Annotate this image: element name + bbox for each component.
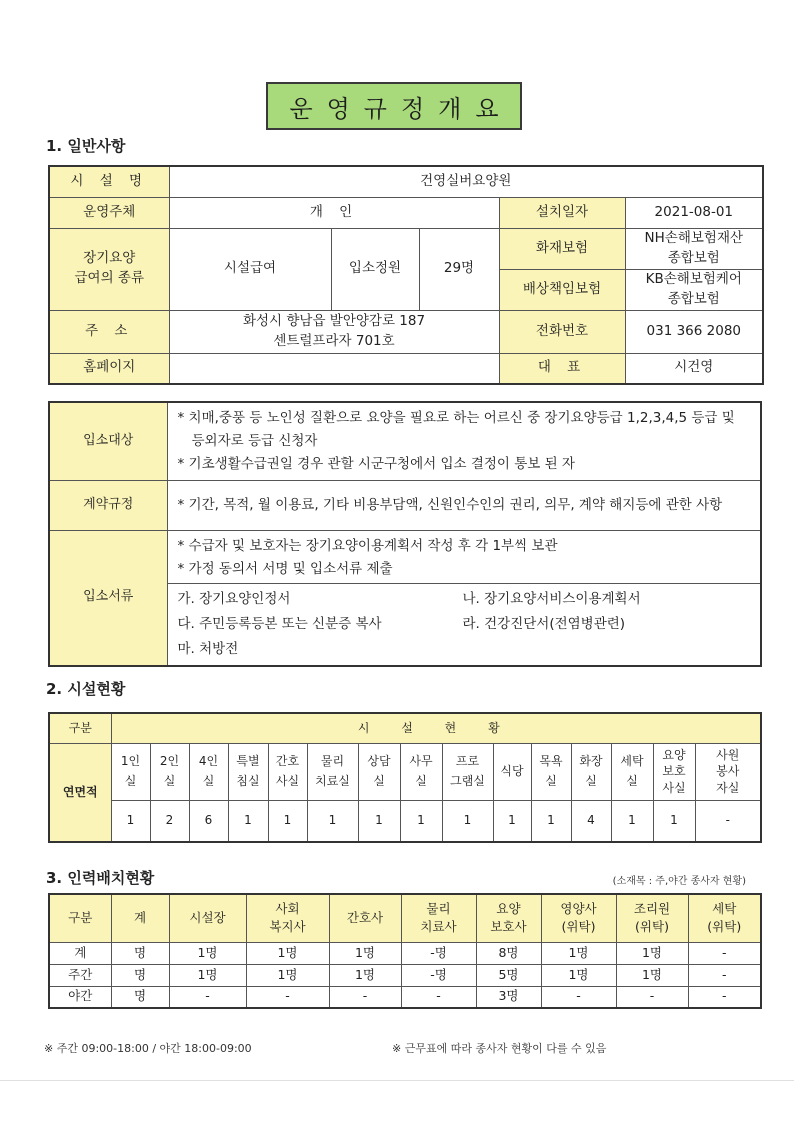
representative-value: 시건영: [625, 353, 763, 384]
facility-name-label: 시 설 명: [49, 166, 169, 197]
page-bottom-divider: [0, 1080, 794, 1081]
staff-header: 사회 복지사: [246, 894, 329, 942]
room-count: 2: [150, 800, 189, 842]
staff-cell: 야간: [49, 986, 111, 1008]
staff-header: 간호사: [329, 894, 401, 942]
section-heading-facilities: 2. 시설현황: [46, 680, 126, 698]
docs-note: * 수급자 및 보호자는 장기요양이용계획서 작성 후 각 1부씩 보관: [177, 537, 558, 554]
room-name: 1인 실: [111, 743, 150, 800]
facility-status-table: [48, 712, 762, 843]
address-line2: 센트럴프라자 701호: [273, 332, 395, 349]
staff-cell: 1명: [246, 942, 329, 964]
room-count: 1: [307, 800, 358, 842]
room-name: 간호 사실: [268, 743, 307, 800]
room-count: 1: [400, 800, 442, 842]
doc-item: 라. 건강진단서(전염병관련): [462, 615, 626, 632]
staff-cell: 명: [111, 986, 169, 1008]
liability-insurance-value: [625, 269, 763, 310]
staff-header: 세탁 (위탁): [688, 894, 761, 942]
staff-cell: 1명: [541, 942, 616, 964]
staff-cell: 계: [49, 942, 111, 964]
ltc-label-line2: 급여의 종류: [74, 270, 144, 286]
room-count: 1: [228, 800, 268, 842]
staff-header: 요양 보호사: [476, 894, 541, 942]
staff-cell: 1명: [329, 942, 401, 964]
staff-cell: 3명: [476, 986, 541, 1008]
liability-line1: KB손해보험케어: [645, 270, 742, 287]
staffing-note: (소재목 : 주,야간 종사자 현황): [612, 876, 746, 887]
operator-label: 운영주체: [49, 197, 169, 228]
room-name: 화장 실: [571, 743, 611, 800]
admission-target-label: 입소대상: [49, 402, 167, 480]
room-name: 2인 실: [150, 743, 189, 800]
staff-cell: 명: [111, 964, 169, 986]
room-name: 물리 치료실: [307, 743, 358, 800]
facility-corner-label: 구분: [49, 713, 111, 743]
staff-header: 시설장: [169, 894, 246, 942]
room-name: 4인 실: [189, 743, 228, 800]
section-heading-staffing: 3. 인력배치현황: [46, 869, 155, 887]
staff-header: 구분: [49, 894, 111, 942]
staff-header: 조리원 (위탁): [616, 894, 688, 942]
room-count: 1: [268, 800, 307, 842]
address-label: 주 소: [49, 310, 169, 353]
general-info-table: [48, 165, 764, 385]
staff-row-day: [49, 964, 761, 986]
admission-target-content: [167, 402, 761, 480]
facility-name-value: 건영실버요양원: [169, 166, 763, 197]
homepage-label: 홈페이지: [49, 353, 169, 384]
room-name: 사무 실: [400, 743, 442, 800]
staff-cell: 1명: [541, 964, 616, 986]
footer-hours-note: ※ 주간 09:00-18:00 / 야간 18:00-09:00: [44, 1042, 252, 1055]
liability-insurance-label: 배상책임보험: [499, 269, 625, 310]
staff-cell: 1명: [169, 964, 246, 986]
ltc-type-value: 시설급여: [169, 228, 331, 310]
admission-docs-label: 입소서류: [49, 530, 167, 665]
staff-cell: -: [688, 964, 761, 986]
staff-cell: 주간: [49, 964, 111, 986]
room-count: 6: [189, 800, 228, 842]
address-value: [169, 310, 499, 353]
room-name: 목욕 실: [531, 743, 571, 800]
room-name: 세탁 실: [611, 743, 653, 800]
phone-value: 031 366 2080: [625, 310, 763, 353]
doc-item: 나. 장기요양서비스이용계획서: [462, 590, 641, 607]
operator-value: 개 인: [169, 197, 499, 228]
staff-cell: 1명: [246, 964, 329, 986]
staffing-table: [48, 893, 762, 1009]
room-name: 특별 침실: [228, 743, 268, 800]
admission-target-item: * 기초생활수급권일 경우 관할 시군구청에서 입소 결정이 통보 된 자: [177, 455, 575, 472]
staff-cell: 1명: [616, 964, 688, 986]
floor-area-label: 연면적: [49, 743, 111, 842]
staff-cell: 명: [111, 942, 169, 964]
fire-insurance-value: [625, 228, 763, 269]
staff-cell: -: [688, 942, 761, 964]
room-count: 1: [493, 800, 531, 842]
established-label: 설치일자: [499, 197, 625, 228]
staff-cell: -: [541, 986, 616, 1008]
staff-row-night: [49, 986, 761, 1008]
homepage-value: [169, 353, 499, 384]
ltc-type-label: [49, 228, 169, 310]
established-value: 2021-08-01: [625, 197, 763, 228]
room-count: 1: [111, 800, 150, 842]
doc-item: 가. 장기요양인정서: [177, 590, 291, 607]
staff-cell: 1명: [329, 964, 401, 986]
representative-label: 대 표: [499, 353, 625, 384]
address-line1: 화성시 향남읍 발안양감로 187: [242, 312, 426, 329]
room-count: 1: [442, 800, 493, 842]
capacity-label: 입소정원: [331, 228, 419, 310]
room-name: 상담 실: [358, 743, 400, 800]
room-count: 1: [653, 800, 695, 842]
staff-cell: -: [169, 986, 246, 1008]
capacity-value: 29명: [419, 228, 499, 310]
room-count: 1: [531, 800, 571, 842]
fire-insurance-label: 화재보험: [499, 228, 625, 269]
staff-cell: -: [616, 986, 688, 1008]
fire-insurance-line2: 종합보험: [667, 249, 720, 266]
staff-cell: -: [401, 986, 476, 1008]
staff-header: 영양사 (위탁): [541, 894, 616, 942]
staff-header: 계: [111, 894, 169, 942]
footer-schedule-note: ※ 근무표에 따라 종사자 현황이 다를 수 있음: [392, 1042, 607, 1055]
staff-cell: 5명: [476, 964, 541, 986]
admission-target-item: * 치매,중풍 등 노인성 질환으로 요양을 필요로 하는 어르신 중 장기요양등급 1,2,3,4,5 등급 및 등외자로 등급 신청자: [177, 410, 735, 449]
staff-cell: -명: [401, 964, 476, 986]
contract-rules-item: * 기간, 목적, 월 이용료, 기타 비용부담액, 신원인수인의 권리, 의무, 계약 해지등에 관한 사항: [177, 496, 723, 513]
staff-cell: 8명: [476, 942, 541, 964]
staff-cell: -명: [401, 942, 476, 964]
doc-item: 다. 주민등록등본 또는 신분증 복사: [177, 615, 382, 632]
section-heading-general: 1. 일반사항: [46, 137, 126, 155]
fire-insurance-line1: NH손해보험재산: [644, 229, 744, 246]
staff-cell: 1명: [169, 942, 246, 964]
staff-cell: 1명: [616, 942, 688, 964]
room-name: 사원 봉사 자실: [695, 743, 761, 800]
page-title: 운영규정개요: [266, 82, 522, 130]
docs-note: * 가정 동의서 서명 및 입소서류 제출: [177, 560, 393, 577]
phone-label: 전화번호: [499, 310, 625, 353]
staff-cell: -: [329, 986, 401, 1008]
staff-cell: -: [246, 986, 329, 1008]
doc-item: 마. 처방전: [177, 640, 239, 657]
ltc-label-line1: 장기요양: [83, 250, 136, 267]
facility-status-title: 시 설 현 황: [111, 713, 761, 743]
room-count: 1: [611, 800, 653, 842]
contract-rules-content: [167, 480, 761, 530]
staff-header: 물리 치료사: [401, 894, 476, 942]
room-name: 프로 그램실: [442, 743, 493, 800]
staff-cell: -: [688, 986, 761, 1008]
admission-table: [48, 401, 762, 667]
room-count: -: [695, 800, 761, 842]
room-count: 4: [571, 800, 611, 842]
admission-docs-content: [167, 530, 761, 665]
room-count: 1: [358, 800, 400, 842]
contract-rules-label: 계약규정: [49, 480, 167, 530]
room-name: 요양 보호 사실: [653, 743, 695, 800]
liability-line2: 종합보험: [667, 290, 720, 307]
room-name: 식당: [493, 743, 531, 800]
staff-row-total: [49, 942, 761, 964]
